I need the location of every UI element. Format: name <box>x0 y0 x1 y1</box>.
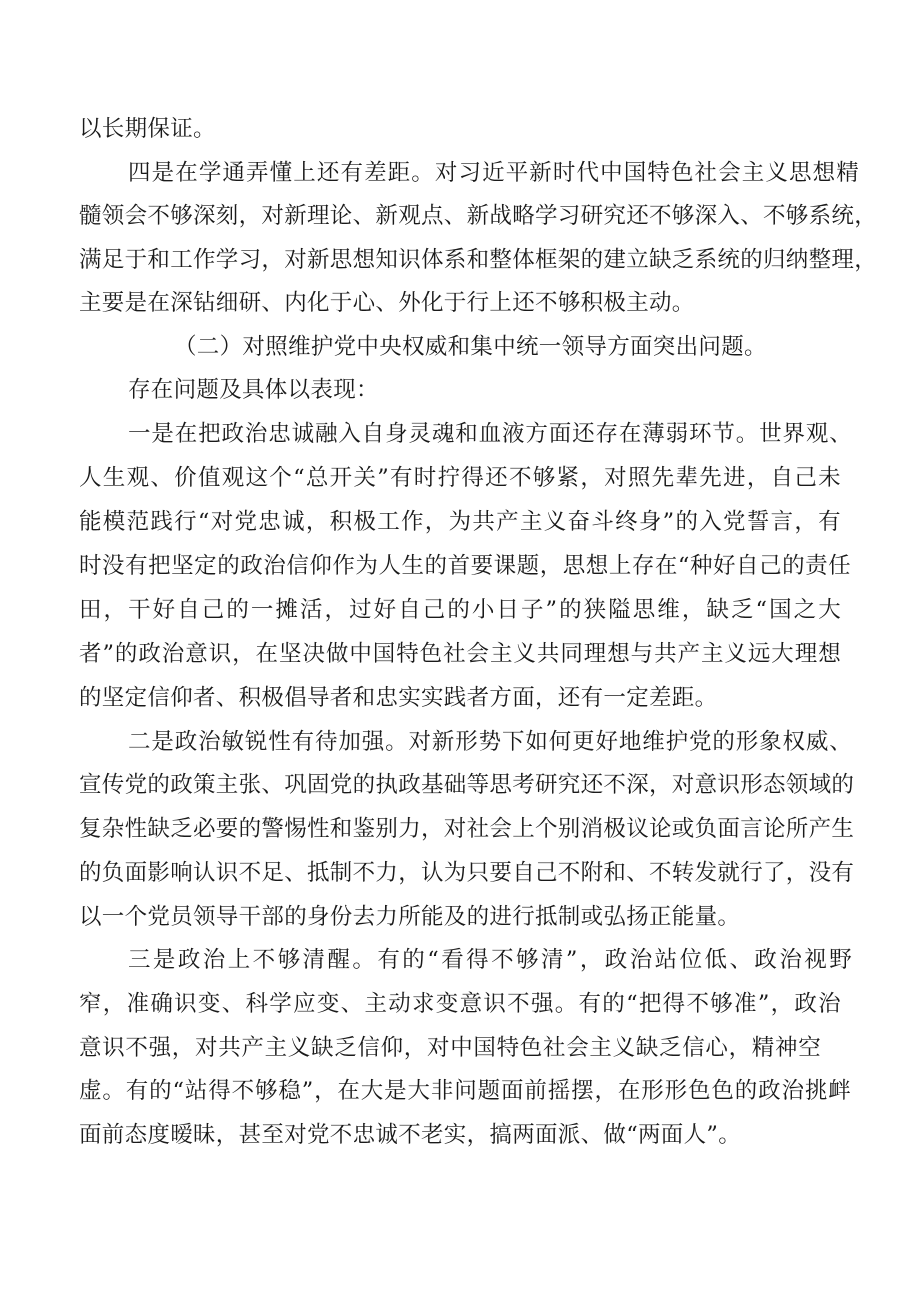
paragraph-1-first-line: 一是在把政治忠诚融入自身灵魂和血液方面还存在薄弱环节。世界观、 <box>128 421 852 447</box>
text-line: 意识不强，对共产主义缺乏信仰，对中国特色社会主义缺乏信心，精神空 <box>79 1035 821 1061</box>
text-line: 窄，准确识变、科学应变、主动求变意识不强。有的“把得不够准”，政治 <box>79 991 841 1017</box>
section-heading: （二）对照维护党中央权威和集中统一领导方面突出问题。 <box>174 334 767 360</box>
text-line: 能模范践行“对党忠诚，积极工作，为共产主义奋斗终身”的入党誓言，有 <box>79 509 841 535</box>
paragraph-3-first-line: 三是政治上不够清醒。有的“看得不够清”，政治站位低、政治视野 <box>128 947 852 973</box>
text-line: 人生观、价值观这个“总开关”有时拧得还不够紧，对照先辈先进，自己未 <box>79 465 841 491</box>
paragraph-4-first-line: 四是在学通弄懂上还有差距。对习近平新时代中国特色社会主义思想精 <box>128 160 859 186</box>
text-line: 以一个党员领导干部的身份去力所能及的进行抵制或弘扬正能量。 <box>79 904 741 930</box>
text-line: 的负面影响认识不足、抵制不力，认为只要自己不附和、不转发就行了，没有 <box>79 860 855 886</box>
text-line: 虚。有的“站得不够稳”，在大是大非问题面前摇摆，在形形色色的政治挑衅 <box>79 1078 851 1104</box>
text-line: 主要是在深钻细研、内化于心、外化于行上还不够积极主动。 <box>79 290 695 316</box>
text-line: 田，干好自己的一摊活，过好自己的小日子”的狭隘思维，缺乏“国之大 <box>79 597 841 623</box>
paragraph-2-first-line: 二是政治敏锐性有待加强。对新形势下如何更好地维护党的形象权威、 <box>128 729 852 755</box>
text-line: 面前态度暧昧，甚至对党不忠诚不老实，搞两面派、做“两面人”。 <box>79 1122 742 1148</box>
text-line: 宣传党的政策主张、巩固党的执政基础等思考研究还不深，对意识形态领域的 <box>79 772 855 798</box>
text-line: 复杂性缺乏必要的警惕性和鉴别力，对社会上个别消极议论或负面言论所产生 <box>79 816 855 842</box>
text-line: 满足于和工作学习，对新思想知识体系和整体框架的建立缺乏系统的归纳整理， <box>79 247 878 273</box>
text-line: 时没有把坚定的政治信仰作为人生的首要课题，思想上存在“种好自己的责任 <box>79 553 851 579</box>
text-line: 者”的政治意识，在坚决做中国特色社会主义共同理想与共产主义远大理想 <box>79 641 841 667</box>
subheading: 存在问题及具体以表现： <box>128 377 379 403</box>
text-line: 髓领会不够深刻，对新理论、新观点、新战略学习研究还不够深入、不够系统， <box>79 203 878 229</box>
text-line: 的坚定信仰者、积极倡导者和忠实实践者方面，还有一定差距。 <box>79 685 718 711</box>
text-line: 以长期保证。 <box>79 116 216 142</box>
